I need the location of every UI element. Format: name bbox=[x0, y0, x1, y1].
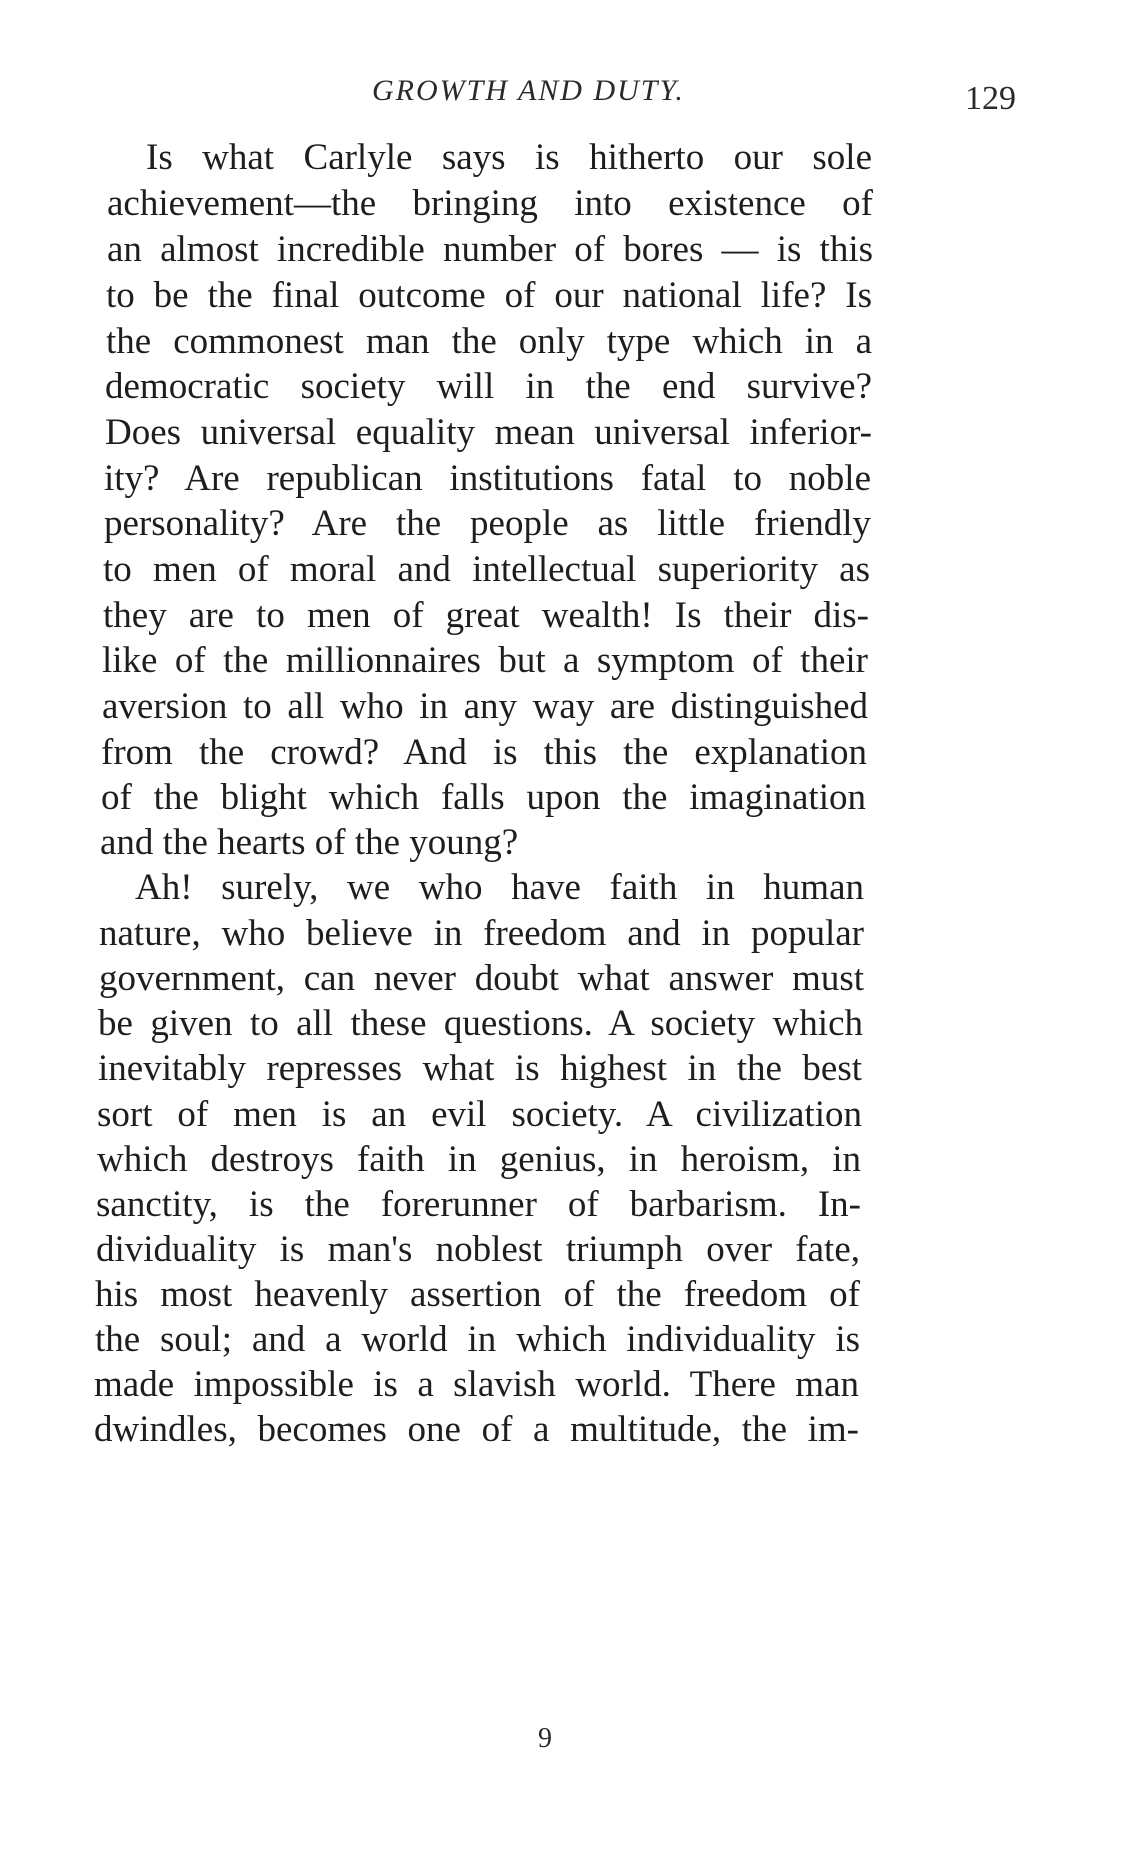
text-line: like of the millionnaires but a symptom of their bbox=[102, 640, 868, 681]
running-head-title: GROWTH AND DUTY. bbox=[372, 74, 685, 107]
text-line: from the crowd? And is this the explanation bbox=[101, 732, 867, 773]
text-line: be given to all these questions. A society which bbox=[98, 1003, 863, 1044]
text-line: sort of men is an evil society. A civilization bbox=[97, 1094, 862, 1135]
text-line: the soul; and a world in which individuality is bbox=[95, 1319, 860, 1360]
text-line: of the blight which falls upon the imagination bbox=[101, 777, 866, 818]
signature-mark: 9 bbox=[538, 1723, 552, 1754]
text-line: Ah! surely, we who have faith in human bbox=[135, 867, 864, 908]
text-line: made impossible is a slavish world. There man bbox=[94, 1364, 859, 1405]
text-line: his most heavenly assertion of the freedom of bbox=[95, 1274, 860, 1315]
text-line: sanctity, is the forerunner of barbarism. In- bbox=[96, 1184, 861, 1225]
text-line: to be the final outcome of our national life? Is bbox=[106, 275, 872, 316]
text-line: inevitably represses what is highest in the best bbox=[98, 1048, 862, 1089]
text-line: democratic society will in the end survive? bbox=[105, 366, 872, 407]
text-line: to men of moral and intellectual superiority as bbox=[103, 549, 870, 590]
text-line: Is what Carlyle says is hitherto our sole bbox=[146, 137, 872, 178]
text-line: which destroys faith in genius, in heroism, in bbox=[97, 1139, 861, 1180]
text-line: they are to men of great wealth! Is their dis- bbox=[103, 595, 869, 636]
text-line: aversion to all who in any way are distinguished bbox=[102, 686, 868, 727]
text-line: Does universal equality mean universal inferior- bbox=[105, 412, 872, 453]
text-line: dwindles, becomes one of a multitude, the im- bbox=[94, 1409, 859, 1450]
text-line: achievement—the bringing into existence of bbox=[107, 183, 873, 224]
text-line: government, can never doubt what answer must bbox=[99, 958, 864, 999]
text-line: and the hearts of the young? bbox=[100, 822, 519, 863]
text-line: ity? Are republican institutions fatal to noble bbox=[104, 458, 871, 499]
page-number: 129 bbox=[965, 80, 1016, 117]
text-line: an almost incredible number of bores — is this bbox=[107, 229, 873, 270]
text-line: dividuality is man's noblest triumph over fate, bbox=[96, 1229, 860, 1270]
text-line: the commonest man the only type which in a bbox=[106, 321, 872, 362]
text-line: personality? Are the people as little friendly bbox=[104, 503, 871, 544]
text-line: nature, who believe in freedom and in popular bbox=[99, 913, 864, 954]
